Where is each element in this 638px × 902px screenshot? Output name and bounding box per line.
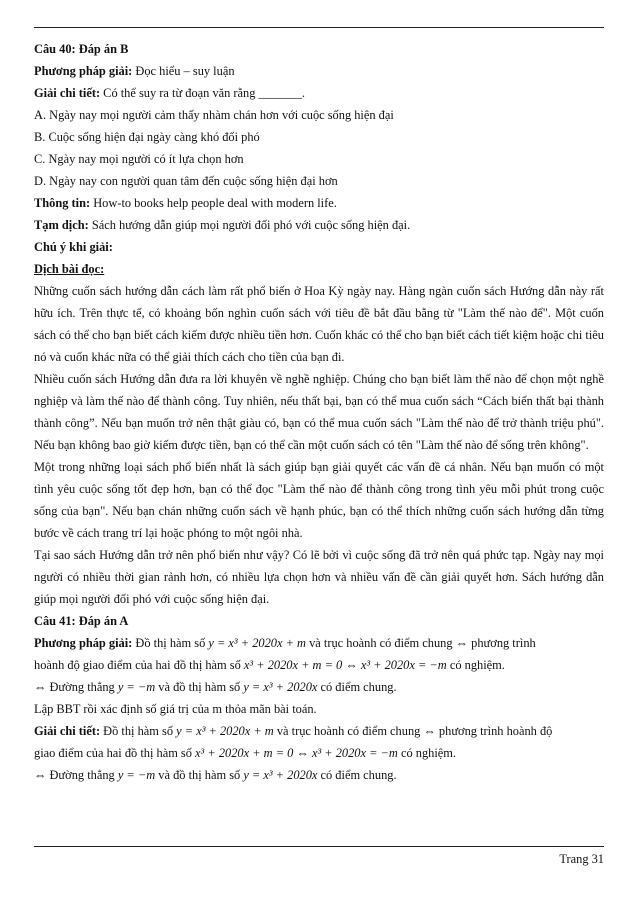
q40-translation: Tạm dịch: Sách hướng dẫn giúp mọi người đối phó với cuộc sống hiện đại. [34, 218, 411, 232]
q41-method-line-1: Phương pháp giải: Đồ thị hàm số y = x³ + 2020x + m và trục hoành có điểm chung ⇔ phương trình [34, 636, 536, 650]
q40-reading-label: Dịch bài đọc: [34, 262, 105, 276]
q41-detail-line-1: Giải chi tiết: Đồ thị hàm số y = x³ + 2020x + m và trục hoành có điểm chung ⇔ phương trình hoành độ [34, 724, 553, 738]
q40-title: Câu 40: Đáp án B [34, 42, 129, 56]
q40-detail: Giải chi tiết: Có thể suy ra từ đoạn văn rằng _______. [34, 86, 306, 100]
q40-paragraph-2: Nhiều cuốn sách Hướng dẫn đưa ra lời khuyên về nghề nghiệp. Chúng cho bạn biết làm thế nào để chọn một nghề nghiệp và làm thế nào để thành công. Tuy nhiên, nếu thất bại, bạn có thể mua cuốn sách “Cách biến thất bại thành thành công”. Nếu bạn muốn trở nên thật giàu có, bạn có thể mua cuốn sách "Làm thế nào để trở thành triệu phú". Nếu bạn không bao giờ kiếm được tiền, bạn có thể cần một cuốn sách có tên "Làm thế nào để sống trên không". [34, 372, 604, 452]
q40-option-b: B. Cuộc sống hiện đại ngày càng khó đối phó [34, 130, 260, 144]
q40-paragraph-3: Một trong những loại sách phổ biến nhất là sách giúp bạn giải quyết các vấn đề cá nhân. Nếu bạn muốn có một tình yêu cuộc sống tốt đẹp hơn, bạn có thể đọc "Làm thế nào để thành công trong tình yêu mỗi phút trong cuộc sống của bạn". Nếu bạn chán những cuốn sách về hạnh phúc, bạn có thể thích những cuốn sách hướng dẫn từng bước về cách trang trí lại hoặc phóng to một ngôi nhà. [34, 460, 604, 540]
q40-method: Phương pháp giải: Đọc hiểu – suy luận [34, 64, 235, 78]
q41-title: Câu 41: Đáp án A [34, 614, 129, 628]
page-number: Trang 31 [559, 852, 604, 866]
q41-method-line-2: hoành độ giao điểm của hai đồ thị hàm số x³ + 2020x + m = 0 ⇔ x³ + 2020x = −m có nghiệm. [34, 658, 505, 672]
q40-option-d: D. Ngày nay con người quan tâm đến cuộc sống hiện đại hơn [34, 174, 338, 188]
q41-bbt: Lập BBT rồi xác định số giá trị của m thỏa mãn bài toán. [34, 702, 317, 716]
q40-info: Thông tin: How-to books help people deal with modern life. [34, 196, 337, 210]
q40-paragraph-4: Tại sao sách Hướng dẫn trở nên phổ biến như vậy? Có lẽ bởi vì cuộc sống đã trở nên quá phức tạp. Ngày nay mọi người có nhiều thời gian rảnh hơn, có nhiều lựa chọn hơn và nhiều vấn đề cần giải quyết hơn. Sách hướng dẫn giúp mọi người đối phó với cuộc sống hiện đại. [34, 548, 604, 606]
header-rule [34, 27, 604, 28]
q41-detail-line-3: ⇔ Đường thẳng y = −m và đồ thị hàm số y = x³ + 2020x có điểm chung. [34, 768, 397, 782]
footer-rule [34, 846, 604, 847]
q40-option-a: A. Ngày nay mọi người cảm thấy nhàm chán hơn với cuộc sống hiện đại [34, 108, 394, 122]
q40-option-c: C. Ngày nay mọi người có ít lựa chọn hơn [34, 152, 244, 166]
document-body [34, 38, 604, 786]
q40-note: Chú ý khi giải: [34, 240, 113, 254]
q41-detail-line-2: giao điểm của hai đồ thị hàm số x³ + 2020x + m = 0 ⇔ x³ + 2020x = −m có nghiệm. [34, 746, 457, 760]
q41-method-line-3: ⇔ Đường thẳng y = −m và đồ thị hàm số y = x³ + 2020x có điểm chung. [34, 680, 397, 694]
q40-paragraph-1: Những cuốn sách hướng dẫn cách làm rất phổ biến ở Hoa Kỳ ngày nay. Hàng ngàn cuốn sách Hướng dẫn này rất hữu ích. Trên thực tế, có khoảng bốn nghìn cuốn sách với tiêu đề bắt đầu bằng từ "Làm thế nào để". Một cuốn sách có thể cho bạn biết cách kiếm được nhiều tiền hơn. Cuốn khác có thể cho bạn biết cách tiết kiệm hoặc chi tiêu nó và cuốn khác nữa có thể giải thích cách cho tiền của bạn đi. [34, 284, 604, 364]
